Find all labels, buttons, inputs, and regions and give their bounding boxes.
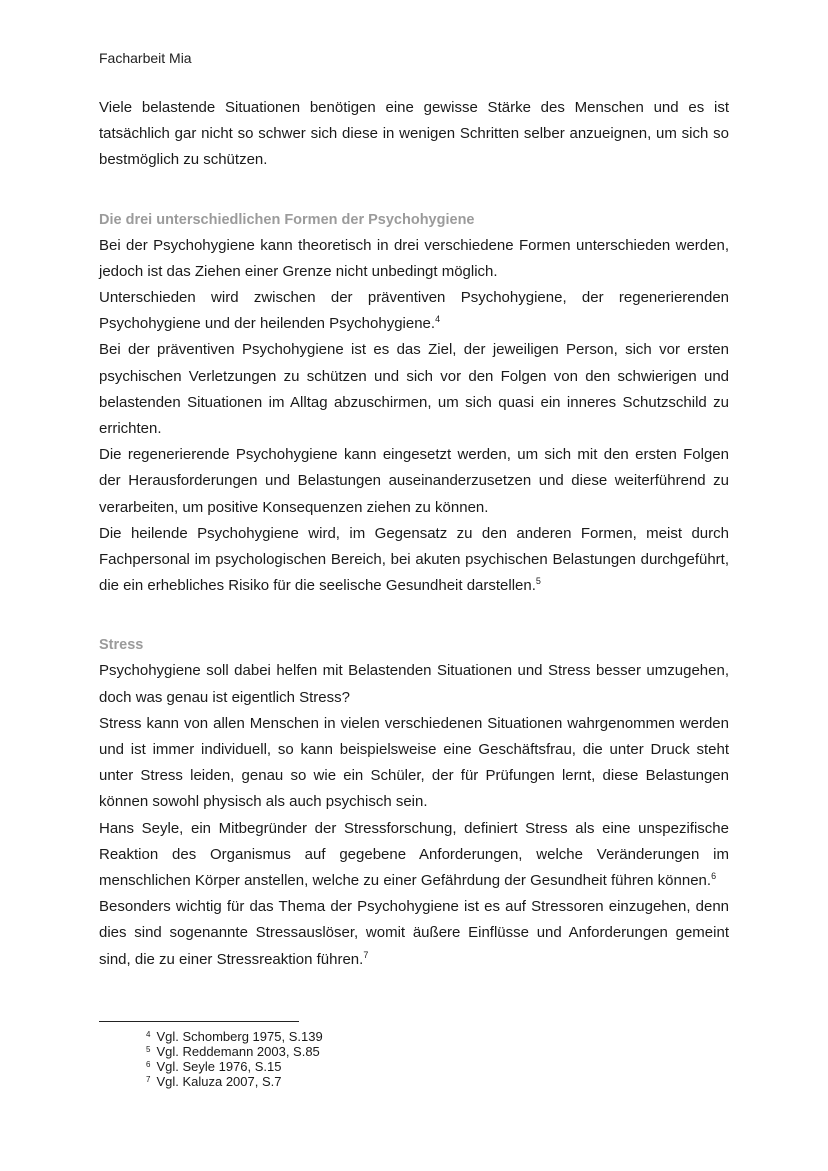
- paragraph: Psychohygiene soll dabei helfen mit Belastenden Situationen und Stress besser umzugehen, doch was genau ist eigentlich Stress?: [99, 662, 729, 706]
- paragraph: Unterschieden wird zwischen der präventiven Psychohygiene, der regenerierenden Psychohygiene und der heilenden Psychohygiene.$^4$: [99, 289, 729, 333]
- footnote: $^7$ Vgl. Kaluza 2007, S.7: [146, 1074, 282, 1089]
- intro-paragraph: Viele belastende Situationen benötigen eine gewisse Stärke des Menschen und es ist tatsächlich gar nicht so schwer sich diese in wenigen Schritten selber anzueignen, um sich so bestmöglich zu schützen.: [99, 99, 729, 169]
- footnote-ref: 6: [711, 871, 717, 882]
- footnote-ref: 4: [435, 314, 441, 325]
- footnote: $^5$ Vgl. Reddemann 2003, S.85: [146, 1044, 320, 1059]
- paragraph: Stress kann von allen Menschen in vielen verschiedenen Situationen wahrgenommen werden und ist immer individuell, so kann beispielsweise eine Geschäftsfrau, die unter Druck steht unter Stress leiden, genau so wie ein Schüler, der für Prüfungen lernt, diese Belastungen können sowohl physisch als auch psychisch sein.: [99, 714, 729, 811]
- document-body: [99, 95, 729, 973]
- paragraph: Bei der Psychohygiene kann theoretisch in drei verschiedene Formen unterschieden werden, jedoch ist das Ziehen einer Grenze nicht unbedingt möglich.: [99, 236, 729, 280]
- paragraph: Besonders wichtig für das Thema der Psychohygiene ist es auf Stressoren einzugehen, denn dies sind sogenannte Stressauslöser, womit äußere Einflüsse und Anforderungen gemeint sind, die zu einer Stressreaktion führen.$^7$: [99, 898, 729, 968]
- footnote-ref: 7: [363, 949, 369, 960]
- section-heading-stress: Stress: [99, 637, 144, 654]
- paragraph: Die heilende Psychohygiene wird, im Gegensatz zu den anderen Formen, meist durch Fachpersonal im psychologischen Bereich, bei akuten psychischen Belastungen durchgeführt, die ein erhebliches Risiko für die seelische Gesundheit darstellen.$^5$: [99, 524, 729, 595]
- footnotes: [146, 1029, 323, 1089]
- footnote-ref: 5: [535, 576, 541, 587]
- paragraph: Die regenerierende Psychohygiene kann eingesetzt werden, um sich mit den ersten Folgen der Herausforderungen und Belastungen auseinanderzusetzen und diese weiterführend zu verarbeiten, um positive Konsequenzen ziehen zu können.: [99, 446, 729, 516]
- page-header: Facharbeit Mia: [99, 50, 192, 66]
- footnote: $^6$ Vgl. Seyle 1976, S.15: [146, 1059, 282, 1074]
- footnote: $^4$ Vgl. Schomberg 1975, S.139: [146, 1029, 323, 1044]
- section-heading-formen: Die drei unterschiedlichen Formen der Psychohygiene: [99, 211, 475, 228]
- paragraph: Hans Seyle, ein Mitbegründer der Stressforschung, definiert Stress als eine unspezifische Reaktion des Organismus auf gegebene Anforderungen, welche Veränderungen im menschlichen Körper anstellen, welche zu einer Gefährdung der Gesundheit führen können.$^6$: [99, 819, 729, 890]
- footnote-separator: [99, 1021, 299, 1022]
- paragraph: Bei der präventiven Psychohygiene ist es das Ziel, der jeweiligen Person, sich vor ersten psychischen Verletzungen zu schützen und sich vor den Folgen von den schwierigen und belastenden Situationen im Alltag abzuschirmen, um sich quasi ein inneres Schutzschild zu errichten.: [99, 341, 729, 438]
